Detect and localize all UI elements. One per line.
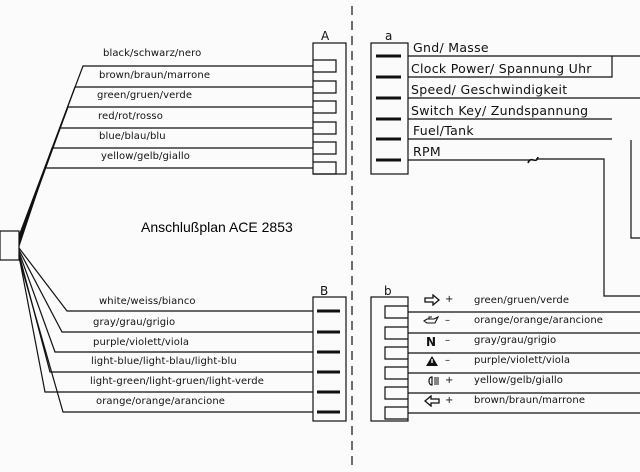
polarity-sign: – xyxy=(445,335,450,346)
neutral-n-icon xyxy=(425,335,441,347)
wire-label: purple/violett/viola xyxy=(474,355,571,366)
connector-label-B: B xyxy=(320,284,329,298)
wire-label: white/weiss/bianco xyxy=(99,296,196,307)
connector-label-a: a xyxy=(385,29,393,43)
svg-text:N: N xyxy=(426,335,437,347)
wire-label: light-blue/light-blau/light-blu xyxy=(91,356,237,367)
wire-label: green/gruen/verde xyxy=(97,90,193,101)
wire-label: yellow/gelb/giallo xyxy=(474,375,564,386)
wire-label: yellow/gelb/giallo xyxy=(101,151,191,162)
high-beam-icon xyxy=(425,375,441,387)
oil-can-icon xyxy=(423,315,439,327)
wire-label: orange/orange/arancione xyxy=(474,315,604,326)
signal-label-speed: Speed/ Geschwindigkeit xyxy=(411,82,568,97)
connector-a-small-body xyxy=(371,43,408,174)
signal-label-fuel: Fuel/Tank xyxy=(413,123,474,138)
wire-label: brown/braun/marrone xyxy=(99,70,211,81)
diagram-title: Anschlußplan ACE 2853 xyxy=(141,219,293,235)
wire-label: blue/blau/blu xyxy=(99,131,166,142)
polarity-sign: – xyxy=(445,355,450,366)
wire-label: gray/grau/grigio xyxy=(93,317,176,328)
right-arrow-icon xyxy=(424,294,440,306)
warning-triangle-icon xyxy=(425,355,441,367)
signal-label-clock-power: Clock Power/ Spannung Uhr xyxy=(411,61,592,76)
connector-b-body xyxy=(313,297,346,421)
signal-label-rpm: RPM xyxy=(413,144,441,159)
wire-label: orange/orange/arancione xyxy=(96,396,226,407)
polarity-sign: + xyxy=(445,375,454,386)
harness-plug xyxy=(0,231,19,260)
wire-label: purple/violett/viola xyxy=(93,337,190,348)
connector-label-A: A xyxy=(321,29,330,43)
polarity-sign: – xyxy=(445,315,450,326)
wire-label: black/schwarz/nero xyxy=(103,48,202,59)
signal-label-gnd: Gnd/ Masse xyxy=(413,40,489,55)
left-arrow-icon xyxy=(424,395,440,407)
signal-label-switch-key: Switch Key/ Zundspannung xyxy=(411,103,589,118)
connector-label-b: b xyxy=(384,284,392,298)
polarity-sign: + xyxy=(445,395,454,406)
polarity-sign: + xyxy=(445,294,454,305)
wire-label: gray/grau/grigio xyxy=(474,335,557,346)
wire-label: light-green/light-gruen/light-verde xyxy=(90,376,264,387)
wire-label: red/rot/rosso xyxy=(98,111,163,122)
wire-label: green/gruen/verde xyxy=(474,295,570,306)
wire-label: brown/braun/marrone xyxy=(474,395,586,406)
